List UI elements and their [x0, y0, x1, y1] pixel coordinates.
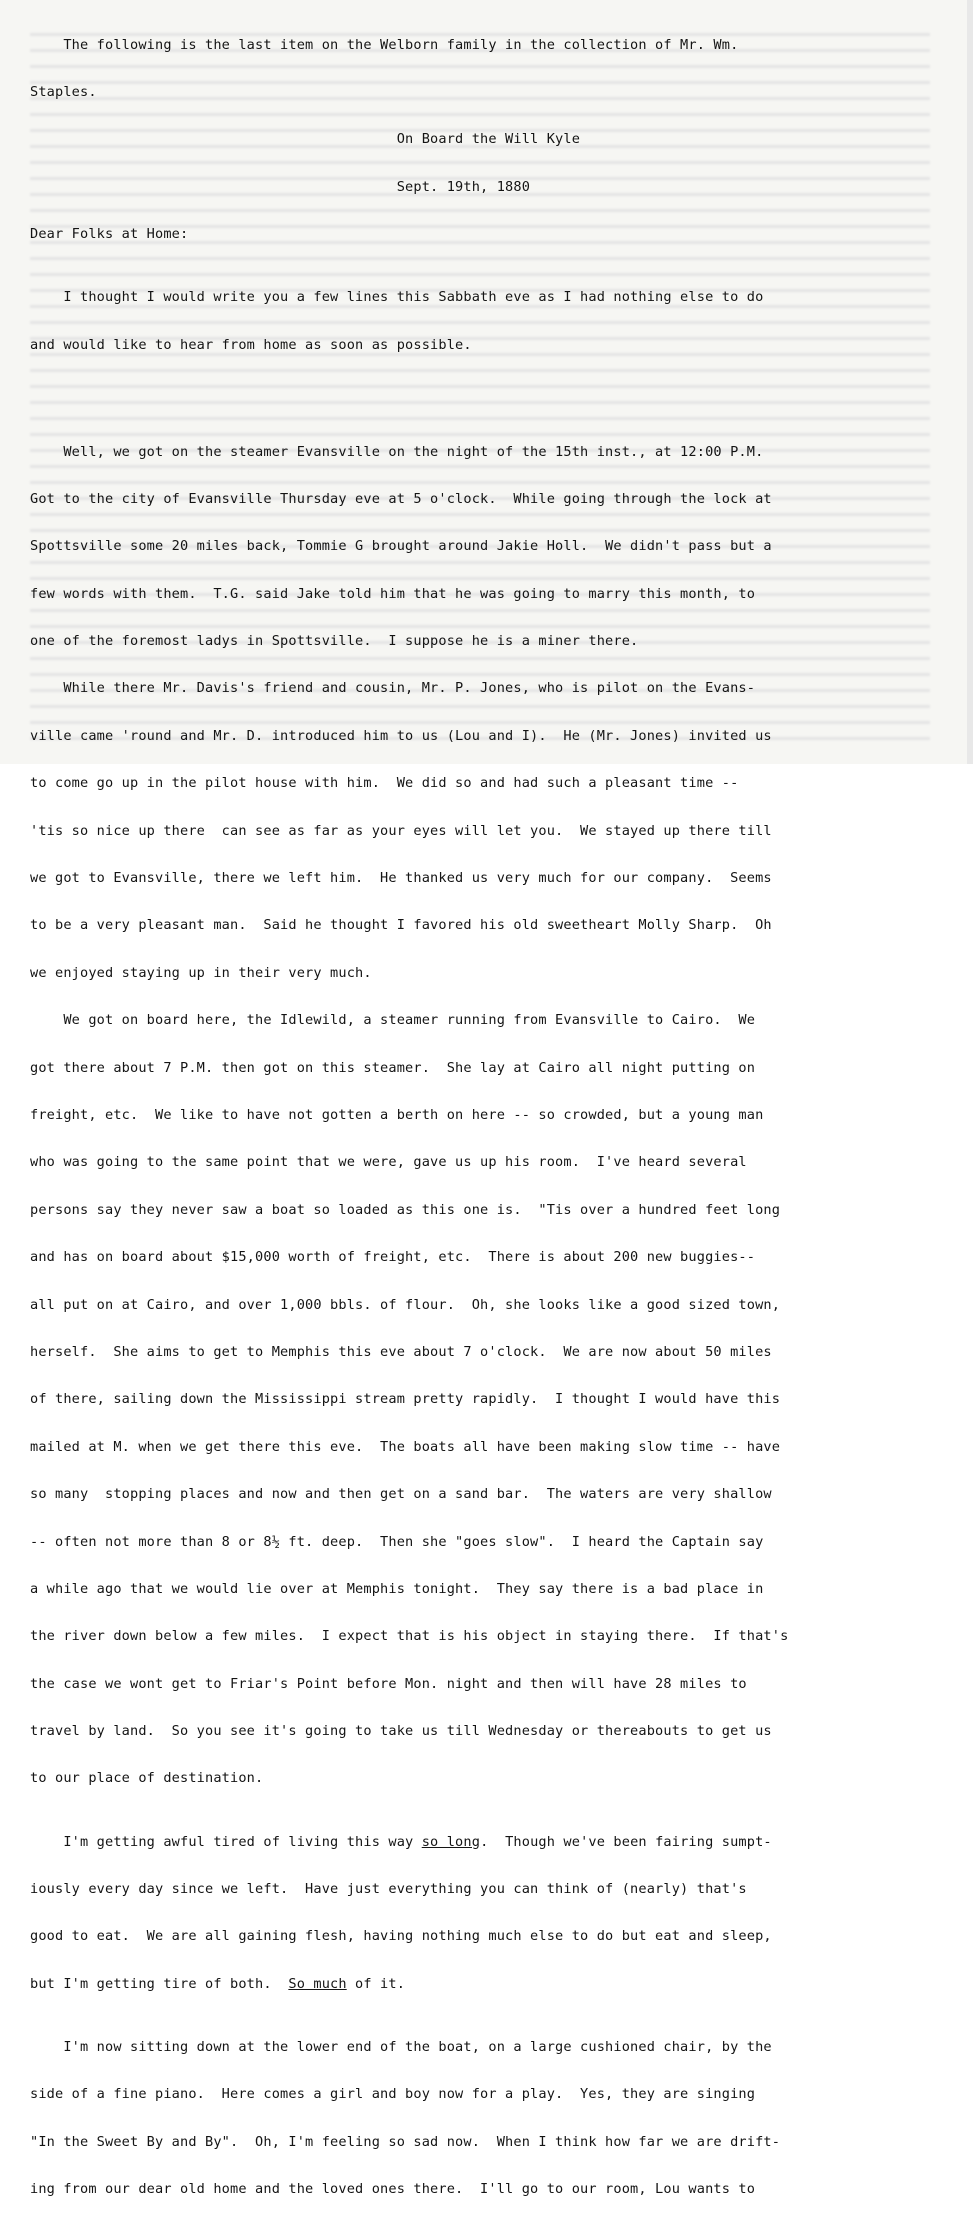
salutation: Dear Folks at Home: [30, 226, 189, 243]
paragraph-line: we enjoyed staying up in their very much. [30, 964, 372, 981]
paragraph-line: to come go up in the pilot house with him. We did so and had such a pleasant time -- [30, 775, 739, 792]
paragraph-line: side of a fine piano. Here comes a girl and boy now for a play. Yes, they are singing [30, 2086, 756, 2103]
paragraph-line: a while ago that we would lie over at Memphis tonight. They say there is a bad place in [30, 1580, 764, 1597]
paragraph-line: I'm now sitting down at the lower end of the boat, on a large cushioned chair, by the [30, 2039, 772, 2055]
text-run: . Though we've been fairing sumpt- [480, 1833, 772, 1850]
paragraph-line: freight, etc. We like to have not gotten a berth on here -- so crowded, but a young man [30, 1106, 764, 1123]
paragraph-line: and would like to hear from home as soon as possible. [30, 336, 472, 353]
paragraph-line: good to eat. We are all gaining flesh, having nothing much else to do but eat and sleep, [30, 1928, 772, 1945]
paragraph-line: mailed at M. when we get there this eve. The boats all have been making slow time -- have [30, 1438, 781, 1455]
paragraph-line [30, 1977, 910, 1993]
letter-body [30, 6, 910, 2230]
heading-line: Sept. 19th, 1880 [30, 178, 531, 195]
paragraph-line: of there, sailing down the Mississippi stream pretty rapidly. I thought I would have this [30, 1391, 781, 1408]
paragraph-line: to our place of destination. [30, 1770, 264, 1787]
paragraph-line: persons say they never saw a boat so loaded as this one is. "Tis over a hundred feet long [30, 1201, 781, 1218]
text-run: of it. [346, 1975, 406, 1992]
intro-line: The following is the last item on the Welborn family in the collection of Mr. Wm. [30, 36, 739, 53]
paragraph-line: Well, we got on the steamer Evansville on the night of the 15th inst., at 12:00 P.M. [30, 443, 764, 460]
paragraph-line: all put on at Cairo, and over 1,000 bbls. of flour. Oh, she looks like a good sized town, [30, 1296, 781, 1313]
paragraph-line: who was going to the same point that we were, gave us up his room. I've heard several [30, 1154, 747, 1171]
paragraph-line [30, 1835, 910, 1851]
paragraph-line: few words with them. T.G. said Jake told him that he was going to marry this month, to [30, 585, 756, 602]
paragraph-line: got there about 7 P.M. then got on this steamer. She lay at Cairo all night putting on [30, 1059, 756, 1076]
intro-line: Staples. [30, 83, 97, 100]
underlined-text: so long [421, 1833, 481, 1850]
page-edge [967, 0, 973, 764]
paragraph-line: Spottsville some 20 miles back, Tommie G brought around Jakie Holl. We didn't pass but a [30, 538, 772, 555]
paragraph-line: -- often not more than 8 or 8½ ft. deep. Then she "goes slow". I heard the Captain say [30, 1533, 764, 1550]
paragraph-line: so many stopping places and now and then get on a sand bar. The waters are very shallow [30, 1486, 772, 1503]
paragraph-line: Got to the city of Evansville Thursday eve at 5 o'clock. While going through the lock at [30, 490, 772, 507]
paragraph-line: iously every day since we left. Have just everything you can think of (nearly) that's [30, 1881, 747, 1898]
text-run: but I'm getting tire of both. [30, 1975, 289, 1992]
paragraph-gap [30, 385, 910, 397]
paragraph-line: I thought I would write you a few lines this Sabbath eve as I had nothing else to do [30, 289, 764, 306]
paragraph-line: 'tis so nice up there can see as far as your eyes will let you. We stayed up there till [30, 822, 772, 839]
text-run: I'm getting awful tired of living this way [30, 1833, 422, 1850]
paragraph-line: ville came 'round and Mr. D. introduced him to us (Lou and I). He (Mr. Jones) invited us [30, 727, 772, 744]
paragraph-line: We got on board here, the Idlewild, a steamer running from Evansville to Cairo. We [30, 1012, 756, 1029]
paragraph-line: While there Mr. Davis's friend and cousin, Mr. P. Jones, who is pilot on the Evans- [30, 680, 756, 697]
underlined-text: So much [288, 1975, 347, 1992]
paragraph-line: travel by land. So you see it's going to take us till Wednesday or thereabouts to get us [30, 1723, 772, 1740]
paragraph-line: we got to Evansville, there we left him. He thanked us very much for our company. Seems [30, 870, 772, 887]
paragraph-line: herself. She aims to get to Memphis this eve about 7 o'clock. We are now about 50 miles [30, 1343, 772, 1360]
paragraph-line: the case we wont get to Friar's Point before Mon. night and then will have 28 miles to [30, 1675, 747, 1692]
paragraph-line: to be a very pleasant man. Said he thought I favored his old sweetheart Molly Sharp. Oh [30, 917, 772, 934]
heading-line: On Board the Will Kyle [30, 131, 581, 148]
paragraph-line: "In the Sweet By and By". Oh, I'm feeling so sad now. When I think how far we are drift- [30, 2133, 781, 2150]
paragraph-line: ing from our dear old home and the loved ones there. I'll go to our room, Lou wants to [30, 2181, 756, 2198]
paragraph-line: the river down below a few miles. I expect that is his object in staying there. If that's [30, 1628, 789, 1645]
paragraph-line: and has on board about $15,000 worth of freight, etc. There is about 200 new buggies-- [30, 1249, 756, 1266]
paragraph-line: one of the foremost ladys in Spottsville. I suppose he is a miner there. [30, 633, 639, 650]
